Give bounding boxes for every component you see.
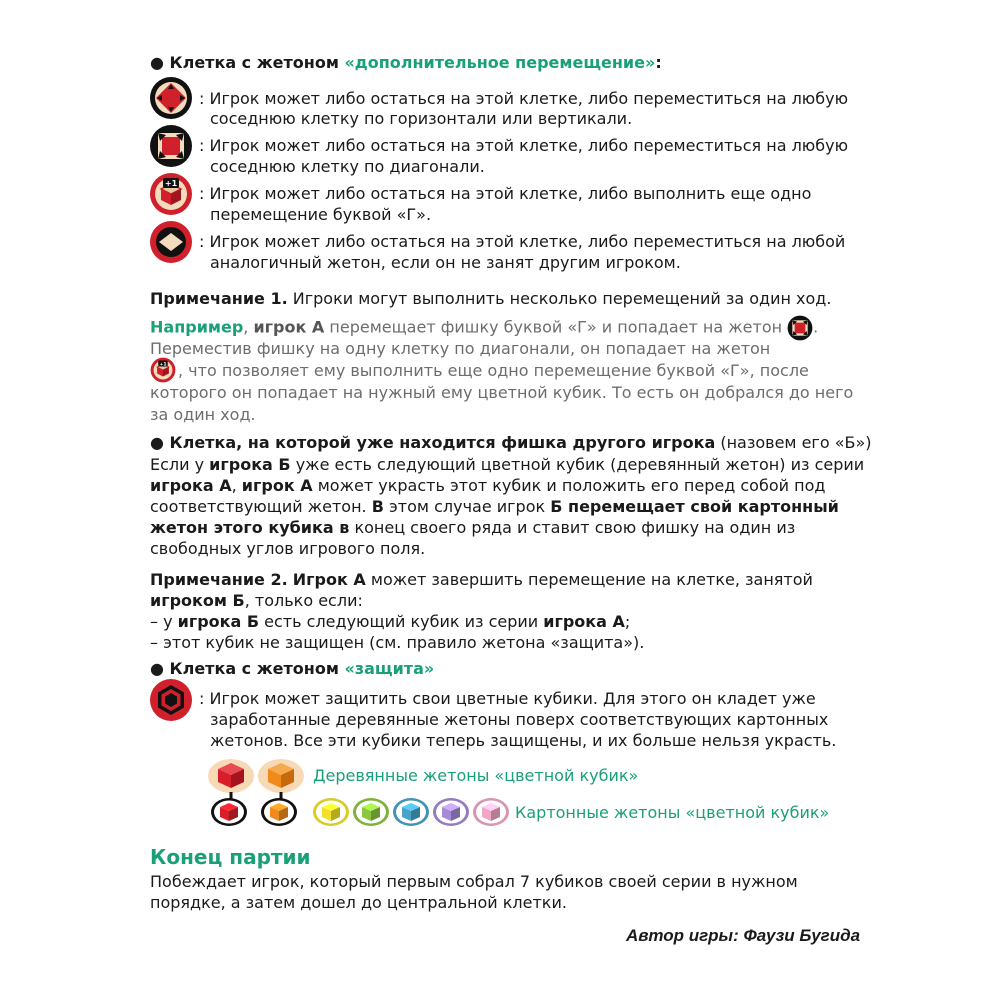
cardboard-token-red: [210, 797, 248, 827]
move-item-3-line-2: перемещение буквой «Г».: [210, 205, 432, 224]
move-item-4-line-2: аналогичный жетон, если он не занят другим игроком.: [210, 253, 681, 272]
note-1-example-line-3: , что позволяет ему выполнить еще одно перемещение буквой «Г», после: [178, 361, 809, 380]
extra-l-move-icon: [150, 357, 176, 383]
plus-move-icon: [149, 76, 193, 120]
move-item-3-line-1: : Игрок может либо остаться на этой клетке, либо выполнить еще одно: [199, 184, 812, 203]
teleport-icon: [149, 220, 193, 264]
diagonal-move-icon: [787, 315, 813, 341]
note-2-line-1: Примечание 2. Игрок А может завершить перемещение на клетке, занятой: [150, 570, 813, 589]
note-1-example-line-1: Например, игрок А перемещает фишку буквой «Г» и попадает на жетон .: [150, 315, 818, 341]
cardboard-token-blue: [392, 797, 430, 827]
bullet-protection: ● Клетка с жетоном «защита»: [150, 659, 435, 678]
occupied-line-6: свободных углов игрового поля.: [150, 539, 426, 558]
protect-line-1: : Игрок может защитить свои цветные кубики. Для этого он кладет уже: [199, 689, 816, 708]
move-item-4-line-1: : Игрок может либо остаться на этой клетке, либо переместиться на любой: [199, 232, 846, 251]
cardboard-token-green: [352, 797, 390, 827]
game-author: Автор игры: Фаузи Бугида: [626, 926, 861, 945]
note-1-example-line-4: которого он попадает на нужный ему цветной кубик. То есть он добрался до него: [150, 383, 854, 402]
occupied-line-5: жетон этого кубика в конец своего ряда и ставит свою фишку на один из: [150, 518, 796, 537]
move-item-1-line-2: соседнюю клетку по горизонтали или вертикали.: [210, 109, 633, 128]
note-2-line-3: – у игрока Б есть следующий кубик из серии игрока А;: [150, 612, 631, 631]
cardboard-token-orange: [260, 797, 298, 827]
end-heading: Конец партии: [150, 845, 311, 869]
end-line-2: порядке, а затем дошел до центральной клетки.: [150, 893, 567, 912]
occupied-line-4: соответствующий жетон. В этом случае игрок Б перемещает свой картонный: [150, 497, 839, 516]
note-1: Примечание 1. Игроки могут выполнить несколько перемещений за один ход.: [150, 289, 832, 308]
occupied-line-2: Если у игрока Б уже есть следующий цветной кубик (деревянный жетон) из серии: [150, 455, 865, 474]
move-item-2-line-2: соседнюю клетку по диагонали.: [210, 157, 485, 176]
cardboard-token-purple: [432, 797, 470, 827]
shield-icon: [149, 678, 193, 722]
note-1-example-line-2: Переместив фишку на одну клетку по диагонали, он попадает на жетон: [150, 339, 771, 358]
occupied-line-3: игрока А, игрок А может украсть этот кубик и положить его перед собой под: [150, 476, 826, 495]
extra-l-move-icon: [149, 172, 193, 216]
cardboard-token-yellow: [312, 797, 350, 827]
protect-line-3: жетонов. Все эти кубики теперь защищены, и их больше нельзя украсть.: [210, 731, 837, 750]
protect-line-2: заработанные деревянные жетоны поверх соответствующих картонных: [210, 710, 829, 729]
cardboard-tokens-label: Картонные жетоны «цветной кубик»: [515, 803, 830, 822]
note-2-line-2: игроком Б, только если:: [150, 591, 363, 610]
note-2-line-4: – этот кубик не защищен (см. правило жетона «защита»).: [150, 633, 645, 652]
bullet-additional-move: ● Клетка с жетоном «дополнительное перемещение»:: [150, 53, 662, 72]
wooden-token-red: [207, 758, 255, 794]
cardboard-token-pink: [472, 797, 510, 827]
wooden-token-orange: [257, 758, 305, 794]
svg-text:+1: +1: [159, 362, 167, 368]
diagonal-move-icon: [149, 124, 193, 168]
wooden-tokens-label: Деревянные жетоны «цветной кубик»: [313, 766, 639, 785]
move-item-2-line-1: : Игрок может либо остаться на этой клетке, либо переместиться на любую: [199, 136, 849, 155]
end-line-1: Побеждает игрок, который первым собрал 7 кубиков своей серии в нужном: [150, 872, 798, 891]
bullet-occupied-cell: ● Клетка, на которой уже находится фишка другого игрока (назовем его «Б»): [150, 433, 872, 452]
note-1-example-line-5: за один ход.: [150, 405, 256, 424]
move-item-1-line-1: : Игрок может либо остаться на этой клетке, либо переместиться на любую: [199, 89, 849, 108]
svg-text:+1: +1: [164, 179, 178, 188]
